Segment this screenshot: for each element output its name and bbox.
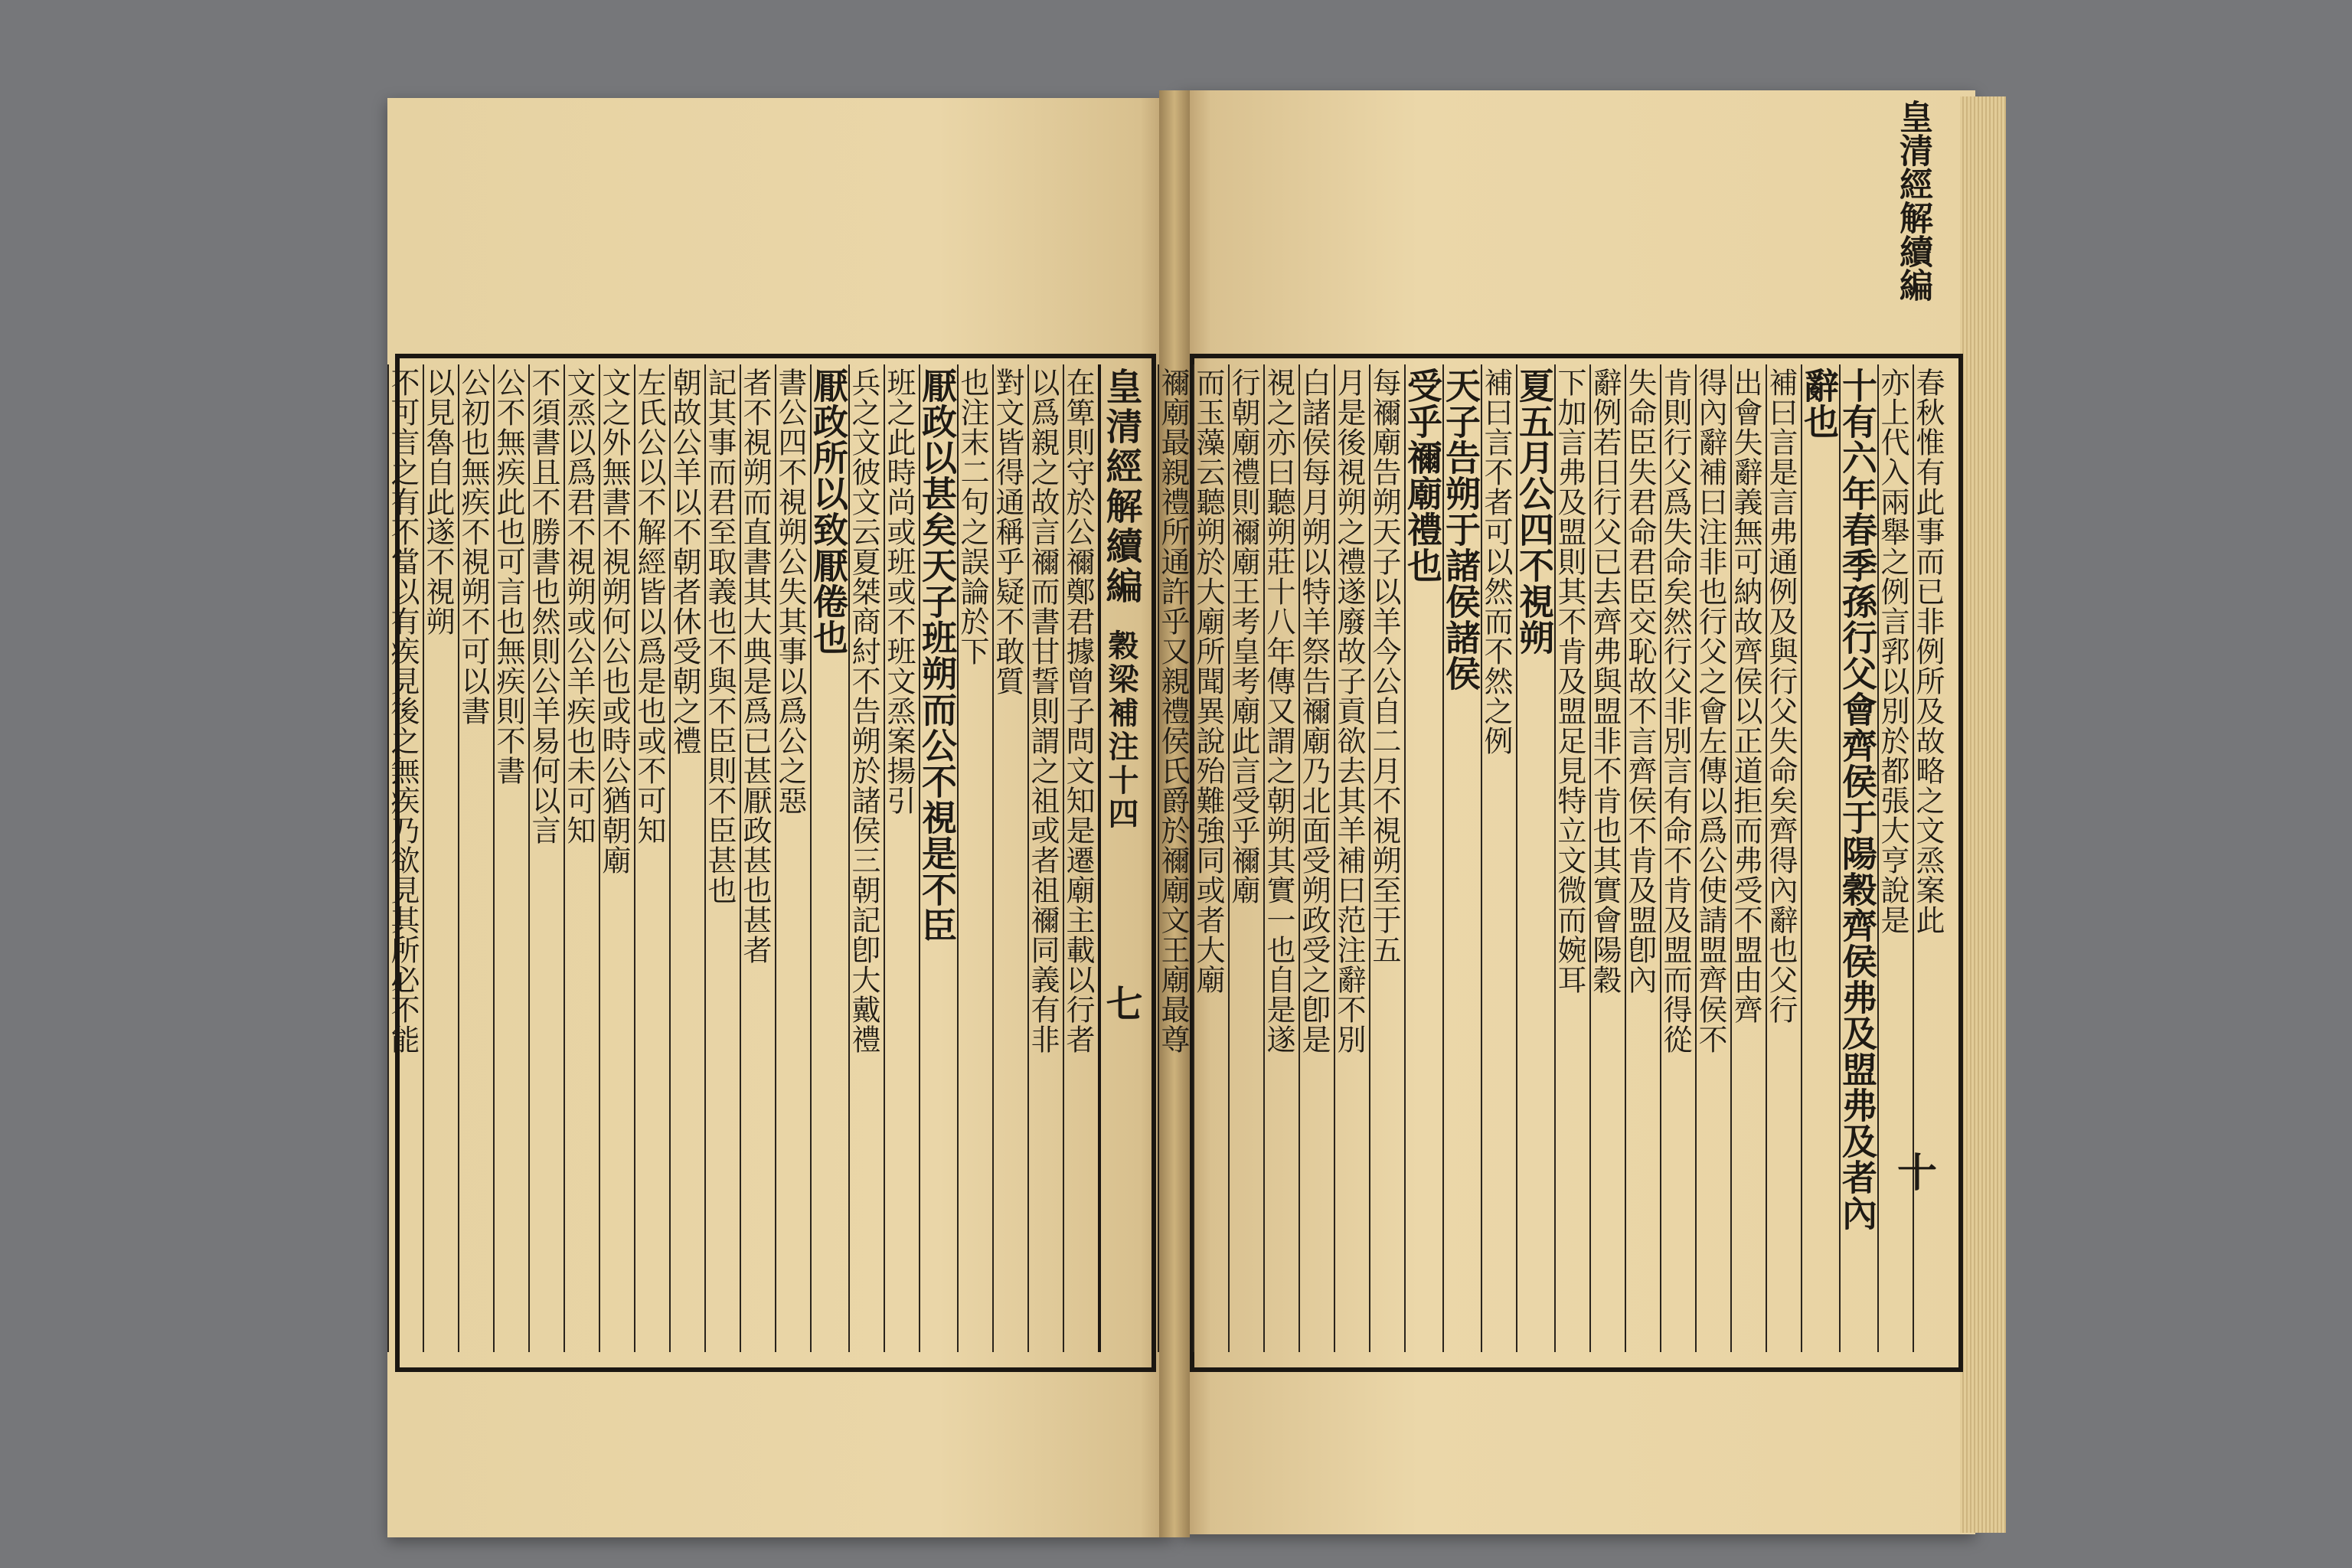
right-column: 禰廟最親禮所通許乎又親禮侯氏爵於禰廟文王廟最尊 (1158, 364, 1193, 1352)
left-column: 班之此時尚或班或不班文烝案揚引 (884, 364, 919, 1352)
left-column: 記其事而君至取義也不與不臣則不臣甚也 (704, 364, 740, 1352)
left-column: 左氏公以不解經皆以爲是也或不可知 (634, 364, 669, 1352)
right-column: 補曰言不者可以然而不然之例 (1481, 364, 1516, 1352)
right-column: 失命臣失君命君臣交恥故不言齊侯不肯及盟卽內 (1625, 364, 1660, 1352)
left-column: 也注末二句之誤論於下 (957, 364, 992, 1352)
page-edges (1960, 96, 2006, 1533)
left-column: 厭政所以致厭倦也 (810, 364, 848, 1352)
left-column: 對文皆得通稱乎疑不敢質 (992, 364, 1027, 1352)
left-column: 者不視朔而直書其大典是爲已甚厭政甚也甚者 (740, 364, 775, 1352)
right-margin-title: 皇清經解續編 (1893, 100, 1932, 302)
left-column: 厭政以甚矣天子班朔而公不視是不臣 (919, 364, 957, 1352)
left-margin-number: 七 (1099, 985, 1142, 1024)
left-margin-title: 皇清經解續編 (1099, 368, 1142, 606)
left-column: 以見魯自此遂不視朔 (423, 364, 458, 1352)
right-column: 行朝廟禮則禰廟王考皇考廟此言受乎禰廟 (1228, 364, 1263, 1352)
right-column: 白諸侯每月朔以特羊祭告禰廟乃北面受朔政受之卽是 (1298, 364, 1334, 1352)
left-column: 以爲親之故言禰而書甘誓則謂之祖或者祖禰同義有非 (1027, 364, 1063, 1352)
right-column: 下加言弗及盟則其不肯及盟足見特立文微而婉耳 (1554, 364, 1589, 1352)
right-column: 受乎禰廟禮也 (1404, 364, 1442, 1352)
right-text-block (1156, 364, 1948, 1352)
right-column: 視之亦曰聽朔莊十八年傳又謂之朝朔其實一也自是遂 (1263, 364, 1298, 1352)
right-column: 夏五月公四不視朔 (1516, 364, 1554, 1352)
right-column: 肯則行父爲失命矣然行父非別言有命不肯及盟而得從 (1660, 364, 1695, 1352)
right-column: 出會失辭義無可納故齊侯以正道拒而弗受不盟由齊 (1730, 364, 1766, 1352)
left-column: 在箄則守於公禰鄭君據曾子問文知是遷廟主載以行者 (1063, 364, 1098, 1352)
right-column: 月是後視朔之禮遂廢故子貢欲去其羊補曰范注辭不別 (1334, 364, 1369, 1352)
right-column: 天子告朔于諸侯諸侯 (1442, 364, 1481, 1352)
right-column: 每禰廟告朔天子以羊今公自二月不視朔至于五 (1369, 364, 1404, 1352)
left-column: 不須書且不勝書也然則公羊易何以言 (528, 364, 564, 1352)
right-column: 得內辭補曰注非也行父之會左傳以爲公使請盟齊侯不 (1695, 364, 1730, 1352)
right-column: 而玉藻云聽朔於大廟所聞異說殆難強同或者大廟 (1193, 364, 1228, 1352)
left-column: 書公四不視朔公失其事以爲公之惡 (775, 364, 810, 1352)
left-column: 不可言之有不當以有疾見後之無疾乃欲見其所必不能 (387, 364, 423, 1352)
right-column: 春秋惟有此事而已非例所及故略之文烝案此 (1913, 364, 1948, 1352)
right-column: 亦上代入兩舉之例言郛以別於都張大亨說是 (1877, 364, 1913, 1352)
left-column: 朝故公羊以不朝者休受朝之禮 (669, 364, 704, 1352)
left-column: 兵之文彼文云夏桀商紂不告朔於諸侯三朝記卽大戴禮 (848, 364, 884, 1352)
left-column: 文之外無書不視朔何公也或時公猶朝廟 (599, 364, 634, 1352)
left-text-block (386, 364, 1142, 1352)
left-margin-subtitle: 穀梁補注十四 (1103, 629, 1139, 831)
right-column: 補曰言是言弗通例及與行父失命矣齊得內辭也父行 (1766, 364, 1801, 1352)
right-column: 十有六年春季孫行父會齊侯于陽穀齊侯弗及盟弗及者內 (1839, 364, 1877, 1352)
right-column: 辭例若日行父已去齊弗與盟非不肯也其實會陽穀 (1589, 364, 1625, 1352)
left-column: 文烝以爲君不視朔或公羊疾也未可知 (564, 364, 599, 1352)
right-margin-number: 十 (1897, 1150, 1938, 1197)
left-column: 公不無疾此也可言也無疾則不書 (493, 364, 528, 1352)
left-margin-title-column (1098, 364, 1141, 1352)
left-column: 公初也無疾不視朔不可以書 (458, 364, 493, 1352)
right-column: 辭也 (1801, 364, 1839, 1352)
